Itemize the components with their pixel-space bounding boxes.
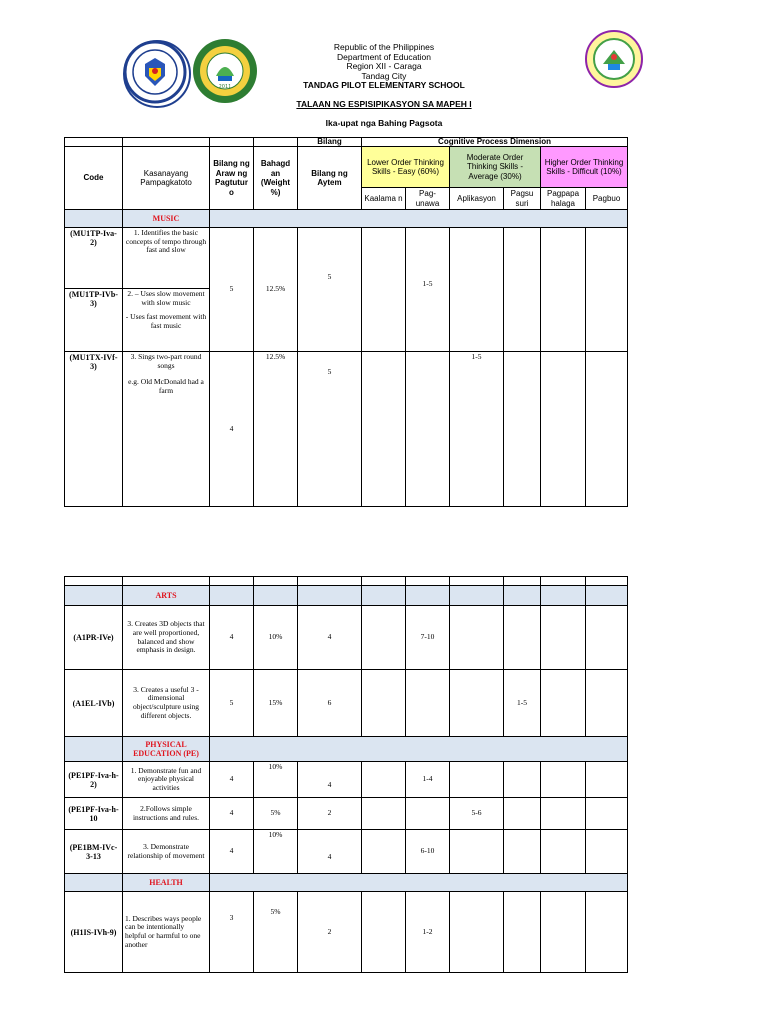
lower-order-header: Lower Order Thinking Skills - Easy (60%) xyxy=(362,147,450,188)
bahagdan-column-header: Bahagd an (Weight %) xyxy=(254,147,298,210)
days-music-1-2: 5 xyxy=(210,228,254,352)
weight-pe-3: 10% xyxy=(254,830,298,874)
code-column-header: Code xyxy=(65,147,123,210)
code-mu1tp-ivb-3: (MU1TP-IVb-3) xyxy=(65,289,123,352)
pagunawa-arts-1: 7-10 xyxy=(406,606,450,670)
days-health-1: 3 xyxy=(210,892,254,973)
cognitive-process-header: Cognitive Process Dimension xyxy=(362,138,628,147)
pagunawa-pe-3: 6-10 xyxy=(406,830,450,874)
items-arts-2: 6 xyxy=(298,670,362,737)
weight-music-3: 12.5% xyxy=(254,352,298,507)
pagunawa-header: Pag- unawa xyxy=(406,188,450,210)
skill-music-1: 1. Identifies the basic concepts of tempo through fast and slow xyxy=(123,228,210,289)
items-pe-2: 2 xyxy=(298,798,362,830)
header-line-2: Department of Education xyxy=(336,51,432,62)
header-line-4: Tandag City xyxy=(361,70,407,81)
skill-arts-2: 3. Creates a useful 3 - dimensional object/sculpture using different objects. xyxy=(123,670,210,737)
pagunawa-music-1-2: 1-5 xyxy=(406,228,450,352)
document-subtitle: Ika-upat nga Bahing Pagsota xyxy=(325,118,443,128)
days-pe-3: 4 xyxy=(210,830,254,874)
items-pe-1: 4 xyxy=(298,762,362,798)
document-title: TALAAN NG ESPISIPIKASYON SA MAPEH I xyxy=(296,99,472,109)
higher-order-header: Higher Order Thinking Skills - Difficult (10%) xyxy=(541,147,628,188)
header-line-1: Republic of the Philippines xyxy=(333,42,435,52)
code-pe1pf-iva-h-2: (PE1PF-Iva-h-2) xyxy=(65,762,123,798)
section-arts: ARTS xyxy=(123,586,210,606)
skill-pe-3: 3. Demonstrate relationship of movement xyxy=(123,830,210,874)
pagsusuri-header: Pagsu suri xyxy=(504,188,541,210)
weight-health-1: 5% xyxy=(254,892,298,973)
aplikasyon-header: Aplikasyon xyxy=(450,188,504,210)
items-arts-1: 4 xyxy=(298,606,362,670)
code-pe1pf-iva-h-10: (PE1PF-Iva-h-10 xyxy=(65,798,123,830)
items-health-1: 2 xyxy=(298,892,362,973)
header-line-3: Region XII - Caraga xyxy=(346,61,422,72)
days-arts-1: 4 xyxy=(210,606,254,670)
kasanayang-column-header: Kasanayang Pampagkatoto xyxy=(123,147,210,210)
skill-music-2a: 2. – Uses slow movement with slow music xyxy=(127,289,205,307)
bilang-group-header: Bilang xyxy=(298,138,362,147)
days-pe-1: 4 xyxy=(210,762,254,798)
days-arts-2: 5 xyxy=(210,670,254,737)
skill-pe-2: 2.Follows simple instructions and rules. xyxy=(123,798,210,830)
svg-text:2011: 2011 xyxy=(218,84,232,90)
specification-table-arts-pe-health xyxy=(64,576,628,973)
pagunawa-pe-1: 1-4 xyxy=(406,762,450,798)
items-music-3: 5 xyxy=(298,352,362,507)
weight-music-1-2: 12.5% xyxy=(254,228,298,352)
skill-music-3a: 3. Sings two-part round songs xyxy=(130,352,202,370)
code-mu1tp-iva-2: (MU1TP-Iva-2) xyxy=(65,228,123,289)
section-music: MUSIC xyxy=(123,210,210,228)
skill-music-2b: - Uses fast movement with fast music xyxy=(125,312,207,330)
code-mu1tx-ivf-3: (MU1TX-IVf-3) xyxy=(65,352,123,507)
bilang-aytem-column-header: Bilang ng Aytem xyxy=(298,147,362,210)
items-pe-3: 4 xyxy=(298,830,362,874)
bilang-araw-column-header: Bilang ng Araw ng Pagtutur o xyxy=(210,147,254,210)
weight-pe-1: 10% xyxy=(254,762,298,798)
pagsusuri-arts-2: 1-5 xyxy=(504,670,541,737)
moderate-order-header: Moderate Order Thinking Skills - Average (30%) xyxy=(450,147,541,188)
specification-table-music xyxy=(64,137,628,507)
kaalaman-header: Kaalama n xyxy=(362,188,406,210)
skill-music-3b: e.g. Old McDonald had a farm xyxy=(128,377,204,395)
code-h1is-ivh-9: (H1IS-IVh-9) xyxy=(65,892,123,973)
section-health: HEALTH xyxy=(123,874,210,892)
skill-pe-1: 1. Demonstrate fun and enjoyable physical activities xyxy=(123,762,210,798)
weight-arts-2: 15% xyxy=(254,670,298,737)
pagpapahalaga-header: Pagpapa halaga xyxy=(541,188,586,210)
weight-pe-2: 5% xyxy=(254,798,298,830)
school-name: TANDAG PILOT ELEMENTARY SCHOOL xyxy=(303,80,465,91)
aplikasyon-music-3: 1-5 xyxy=(450,352,504,507)
code-a1pr-ive: (A1PR-IVe) xyxy=(65,606,123,670)
code-pe1bm-ivc-3-13: (PE1BM-IVc-3-13 xyxy=(65,830,123,874)
weight-arts-1: 10% xyxy=(254,606,298,670)
skill-arts-1: 3. Creates 3D objects that are well proportioned, balanced and show emphasis in design. xyxy=(123,606,210,670)
items-music-1-2: 5 xyxy=(298,228,362,352)
days-pe-2: 4 xyxy=(210,798,254,830)
pagbuo-header: Pagbuo xyxy=(586,188,628,210)
skill-health-1: 1. Describes ways people can be intentionally helpful or harmful to one another xyxy=(123,892,210,973)
aplikasyon-pe-2: 5-6 xyxy=(450,798,504,830)
days-music-3: 4 xyxy=(210,352,254,507)
code-a1el-ivb: (A1EL-IVb) xyxy=(65,670,123,737)
document-header xyxy=(0,43,768,91)
pagunawa-health-1: 1-2 xyxy=(406,892,450,973)
section-physical-education: PHYSICAL EDUCATION (PE) xyxy=(123,737,210,762)
